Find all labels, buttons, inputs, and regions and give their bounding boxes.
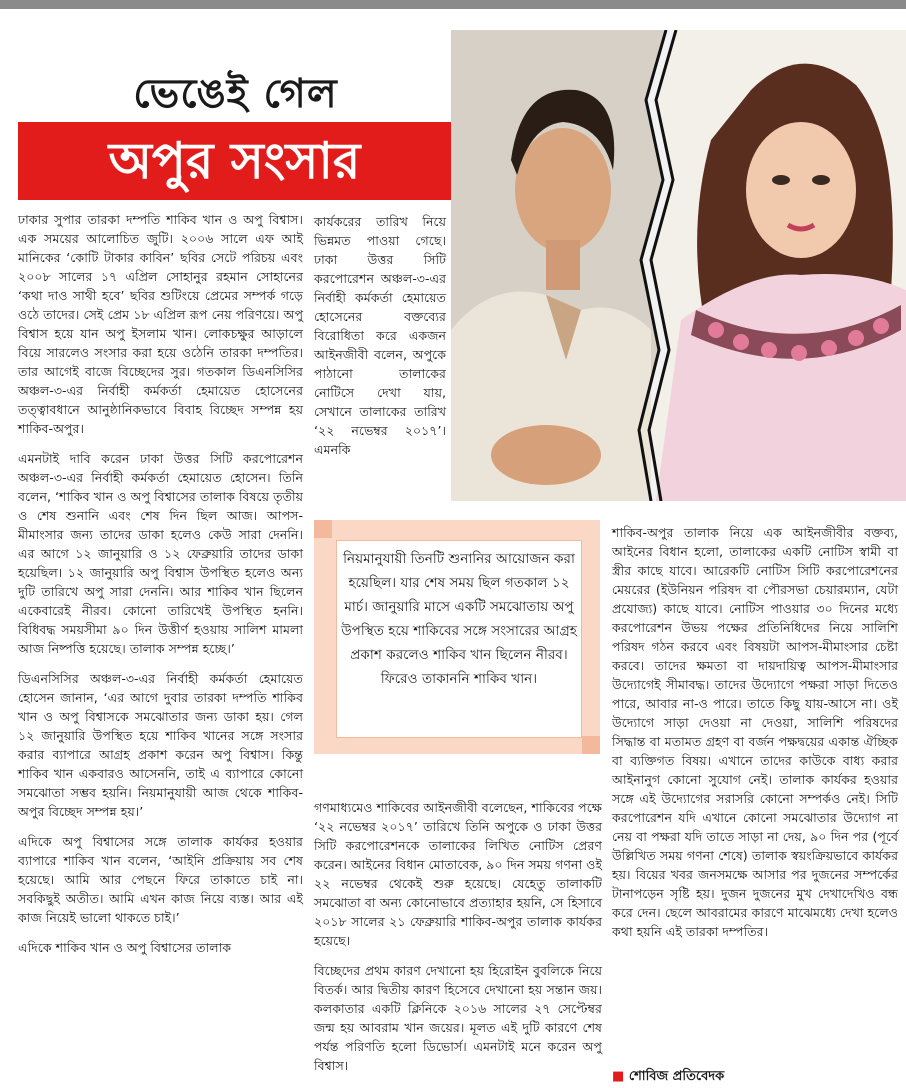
byline-marker: ■	[612, 1069, 625, 1084]
headline-kicker: ভেঙেই গেল	[133, 71, 338, 117]
paragraph: গণমাধ্যমেও শাকিবের আইনজীবী বলেছেন, শাকিবের পক্ষে ‘২২ নভেম্বর ২০১৭’ তারিখে তিনি অপুকে ও ঢাকা উত্তর সিটি করপোরেশনকে তালাকের লিখিত নোটিস প্রেরণ করেন। আইনের বিধান মোতাবেক, ৯০ দিন সময় গণনা ওই ২২ নভেম্বর থেকেই শুরু হয়েছে। যেহেতু তালাকটি সমঝোতা বা অন্য কোনোভাবে প্রত্যাহার হয়নি, সে হিসাবে ২০১৮ সালের ২১ ফেব্রুয়ারি শাকিব-অপুর তালাক কার্যকর হয়েছে।	[314, 800, 602, 948]
corner-square	[314, 520, 332, 538]
corner-square	[582, 736, 600, 754]
couple-split-photo-icon	[451, 30, 906, 501]
pull-quote-text: নিয়মানুযায়ী তিনটি শুনানির আয়োজন করা হয়েছিল। যার শেষ সময় ছিল গতকাল ১২ মার্চ। জানুয়ারি মাসে একটি সমঝোতায় অপু উপস্থিত হয়ে শাকিবের সঙ্গে সংসারের আগ্রহ প্রকাশ করলেও শাকিব খান ছিলেন নীরব। ফিরেও তাকাননি শাকিব খান।	[341, 551, 577, 687]
byline	[612, 1067, 724, 1088]
article-column-4	[612, 523, 898, 952]
article-column-3	[314, 798, 602, 1086]
paragraph: এদিকে শাকিব খান ও অপু বিশ্বাসের তালাক	[18, 940, 232, 955]
paragraph: এমনটাই দাবি করেন ঢাকা উত্তর সিটি করপোরেশন অঞ্চল-৩-এর নির্বাহী কর্মকর্তা হেমায়েত হোসেন। তিনি বলেন, ‘শাকিব খান ও অপু বিশ্বাসের তালাক বিষয়ে তৃতীয় ও শেষ শুনানি এবং শেষ দিন ছিল আজ। আপস-মীমাংসার জন্য তাদের ডাকা হলেও কেউ সারা দেননি। এর আগে ১২ জানুয়ারি ও ১২ ফেব্রুয়ারি তাদের ডাকা হয়েছিল। ১২ জানুয়ারি অপু বিশ্বাস উপস্থিত হলেও অন্য দুটি তারিখে অপু সারা দেননি। আর শাকিব খান ছিলেন একেবারেই নীরব। কোনো তারিখেই উপস্থিত হননি। বিধিবদ্ধ সময়সীমা ৯০ দিন উত্তীর্ণ হওয়ায় সালিশ মামলা আজ নিষ্পত্তি হয়েছে। তালাক সম্পন্ন হচ্ছে।’	[18, 451, 303, 656]
paragraph: বিচ্ছেদের প্রথম কারণ দেখানো হয় হিরোইন বুবলিকে নিয়ে বিতর্ক। আর দ্বিতীয় কারণ হিসেবে দেখানো হয় সন্তান জয়। কলকাতার একটি ক্লিনিকে ২০১৬ সালের ২৭ সেপ্টেম্বর জন্ম হয় আবরাম খান জয়ের। মূলত এই দুটি কারণে শেষ পর্যন্ত পরিণতি হলো ডিভোর্স। এমনটাই মনে করেন অপু বিশ্বাস।	[314, 963, 602, 1073]
paragraph: কার্যকরের তারিখ নিয়ে ভিন্নমত পাওয়া গেছে। ঢাকা উত্তর সিটি করপোরেশন অঞ্চল-৩-এর নির্বাহী কর্মকর্তা হেমায়েত হোসেনের বক্তব্যের বিরোধিতা করে একজন আইনজীবী বলেন, অপুকে পাঠানো তালাকের নোটিসে দেখা যায়, সেখানে তালাকের তারিখ ‘২২ নভেম্বর ২০১৭’। এমনকি	[314, 214, 446, 457]
byline-text: শোবিজ প্রতিবেদক	[628, 1069, 725, 1084]
paragraph: ঢাকার সুপার তারকা দম্পতি শাকিব খান ও অপু বিশ্বাস। এক সময়ের আলোচিত জুটি। ২০০৬ সালে এফ আই মানিকের ‘কোটি টাকার কাবিন’ ছবির সেটে পরিচয় এবং ২০০৮ সালের ১৭ এপ্রিল সোহানুর রহমান সোহানের ‘কথা দাও সাথী হবে’ ছবির শুটিংয়ে প্রেমের সম্পর্ক গড়ে ওঠে তাদের। সেই প্রেম ১৮ এপ্রিল রূপ নেয় পরিণয়ে। অপু বিশ্বাস হয়ে যান অপু ইসলাম খান। লোকচক্ষুর আড়ালে বিয়ে সারলেও সংসার করা হয়ে ওঠেনি তারকা দম্পতির। তার আগেই বাজে বিচ্ছেদের সুর। গতকাল ডিএনসিসির অঞ্চল-৩-এর নির্বাহী কর্মকর্তা হেমায়েত হোসেনের তত্ত্বাবধানে আনুষ্ঠানিকভাবে বিবাহ বিচ্ছেদ সম্পন্ন হয় শাকিব-অপুর।	[18, 212, 303, 436]
pull-quote-inner	[336, 540, 582, 738]
article-column-2	[314, 212, 446, 470]
paragraph: ডিএনসিসির অঞ্চল-৩-এর নির্বাহী কর্মকর্তা হেমায়েত হোসেন জানান, ‘এর আগে দুবার তারকা দম্পতি শাকিব খান ও অপু বিশ্বাসকে সমঝোতার জন্য ডাকা হয়। গেল ১২ জানুয়ারি উপস্থিত হয়ে শাকিব খানের সঙ্গে সংসার করার ব্যাপারে আগ্রহ প্রকাশ করেন অপু বিশ্বাস। কিন্তু শাকিব খান একবারও আসেননি, তাই এ ব্যাপারে কোনো সমঝোতা সম্ভব হয়নি। নিয়মানুযায়ী আজ থেকে শাকিব-অপুর বিচ্ছেদ সম্পন্ন হয়।’	[18, 671, 303, 819]
top-rule	[0, 0, 906, 9]
couple-photo	[451, 30, 906, 501]
paragraph: এদিকে অপু বিশ্বাসের সঙ্গে তালাক কার্যকর হওয়ার ব্যাপারে শাকিব খান বলেন, ‘আইনি প্রক্রিয়ায় সব শেষ হয়েছে। আমি আর পেছনে ফিরে তাকাতে চাই না। সবকিছুই অতীত। আমি এখন কাজ নিয়ে ব্যস্ত। আর এই কাজ নিয়েই ভালো থাকতে চাই।’	[18, 834, 303, 925]
headline-title: অপুর সংসার	[108, 132, 361, 190]
article-column-1	[18, 210, 303, 968]
paragraph: শাকিব-অপুর তালাক নিয়ে এক আইনজীবীর বক্তব্য, আইনের বিধান হলো, তালাকের একটি নোটিস স্বামী বা স্ত্রীর কাছে যাবে। আরেকটি নোটিস সিটি করপোরেশনের মেয়রের (ইউনিয়ন পরিষদ বা পৌরসভা চেয়ারম্যান, যেটা প্রযোজ্য) কাছে যাবে। নোটিস পাওয়ার ৩০ দিনের মধ্যে করপোরেশন উভয় পক্ষের প্রতিনিধিদের নিয়ে সালিশি পরিষদ গঠন করবে এবং বিষয়টা আপস-মীমাংসার চেষ্টা করবে। তাদের ক্ষমতা বা দায়দায়িত্ব আপস-মীমাংসার উদ্যোগেই সীমাবদ্ধ। তাদের উদ্যোগে পক্ষরা সাড়া দিতেও পারে, আবার না-ও পারে। তাতে কিছু যায়-আসে না। ওই উদ্যোগে সাড়া দেওয়া না দেওয়া, সালিশি পরিষদের সিদ্ধান্ত বা মতামত গ্রহণ বা বর্জন পক্ষদ্বয়ের একান্ত ঐচ্ছিক বা ব্যক্তিগত বিষয়। এখানে তাদের কাউকে বাধ্য করার আইনানুগ কোনো সুযোগ নেই। তালাক কার্যকর হওয়ার সঙ্গে এই উদ্যোগের সরাসরি কোনো সম্পর্কও নেই। সিটি করপোরেশন যদি এখানে কোনো সমঝোতার উদ্যোগ না নেয় বা পক্ষরা যদি তাতে সাড়া না দেয়, ৯০ দিন পর (পূর্বে উল্লিখিত সময় গণনা শেষে) তালাক স্বয়ংক্রিয়ভাবে কার্যকর হয়। বিয়ের খবর জনসমক্ষে আসার পর দুজনের সম্পর্কের টানাপড়েন সৃষ্টি হয়। দুজন দুজনের মুখ দেখাদেখিও বন্ধ করে দেন। ছেলে আবরামের কারণে মাঝেমধ্যে দেখা হলেও কথা হয়নি এই তারকা দম্পতির।	[612, 525, 898, 939]
pull-quote-box	[314, 520, 600, 754]
